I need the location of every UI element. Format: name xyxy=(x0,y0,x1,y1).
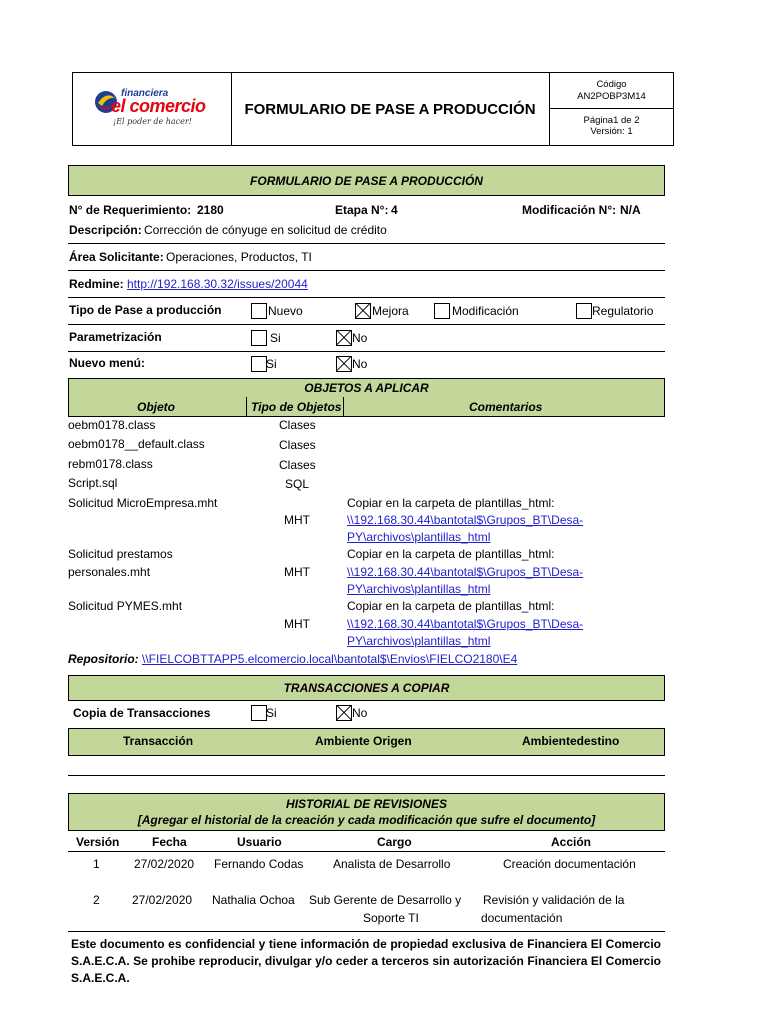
stage-label: Etapa N°: xyxy=(335,203,389,217)
code-label: Código xyxy=(596,79,627,90)
history-col-usuario: Usuario xyxy=(237,835,282,849)
form-banner: FORMULARIO DE PASE A PRODUCCIÓN xyxy=(68,165,665,196)
object-name: rebm0178.class xyxy=(68,457,153,471)
history-user: Nathalia Ochoa xyxy=(212,893,295,907)
document-page-info xyxy=(549,109,674,145)
option-modificacion-label: Modificación xyxy=(452,304,519,318)
object-type: MHT xyxy=(284,513,310,527)
checkbox-menu-si[interactable] xyxy=(251,356,267,372)
logo-small-text: financiera xyxy=(121,88,169,99)
checkbox-tx-no[interactable] xyxy=(336,705,352,721)
logo-slogan: ¡El poder de hacer! xyxy=(113,117,192,126)
object-path-link[interactable]: PY\archivos\plantillas_html xyxy=(347,582,491,596)
document-title: FORMULARIO DE PASE A PRODUCCIÓN xyxy=(231,73,550,145)
object-path-link[interactable]: \\192.168.30.44\bantotal$\Grupos_BT\Desa- xyxy=(347,617,584,631)
history-col-accion: Acción xyxy=(551,835,592,849)
object-path-link[interactable]: \\192.168.30.44\bantotal$\Grupos_BT\Desa- xyxy=(347,513,584,527)
object-type: SQL xyxy=(285,477,310,491)
column-divider xyxy=(246,397,247,417)
history-role: Sub Gerente de Desarrollo y xyxy=(309,893,462,907)
object-name: Solicitud MicroEmpresa.mht xyxy=(68,496,218,510)
object-name: Script.sql xyxy=(68,476,118,490)
object-name: oebm0178.class xyxy=(68,418,156,432)
history-col-fecha: Fecha xyxy=(152,835,187,849)
divider xyxy=(68,775,665,776)
logo-brand-text: el comercio xyxy=(111,96,206,116)
history-col-version: Versión xyxy=(76,835,120,849)
confidentiality-disclaimer: Este documento es confidencial y tiene información de propiedad exclusiva de Financiera El Comercio S.A.E.C.A. Se prohibe reproducir, divulgar y/o ceder a terceros sin autorización Financiera El Comercio S.A.E.C.A. xyxy=(71,937,661,985)
history-user: Fernando Codas xyxy=(214,857,304,871)
menu-no-label: No xyxy=(352,357,368,371)
code-value: AN2POBP3M14 xyxy=(577,91,646,102)
history-action: Creación documentación xyxy=(503,857,636,871)
divider xyxy=(68,351,665,352)
object-name: Solicitud PYMES.mht xyxy=(68,599,183,613)
col-ambiente-origen: Ambiente Origen xyxy=(315,734,412,748)
description-value: Corrección de cónyuge en solicitud de crédito xyxy=(144,223,387,237)
history-col-cargo: Cargo xyxy=(377,835,412,849)
checkbox-menu-no[interactable] xyxy=(336,356,352,372)
objects-banner: OBJETOS A APLICAR xyxy=(68,378,665,398)
col-objeto: Objeto xyxy=(137,400,175,414)
history-banner xyxy=(68,793,665,831)
area-value: Operaciones, Productos, TI xyxy=(166,250,312,264)
object-path-link[interactable]: \\192.168.30.44\bantotal$\Grupos_BT\Desa- xyxy=(347,565,584,579)
redmine-link[interactable]: http://192.168.30.32/issues/20044 xyxy=(127,277,308,291)
object-path-link[interactable]: PY\archivos\plantillas_html xyxy=(347,530,491,544)
history-date: 27/02/2020 xyxy=(134,857,195,871)
divider xyxy=(68,297,665,298)
history-version: 1 xyxy=(93,857,100,871)
redmine-label: Redmine: xyxy=(69,277,124,291)
document-header xyxy=(72,72,674,146)
col-ambiente-destino: Ambientedestino xyxy=(522,734,620,748)
checkbox-modificacion[interactable] xyxy=(434,303,450,319)
company-logo xyxy=(73,73,232,145)
divider xyxy=(68,931,665,932)
history-action-cont: documentación xyxy=(481,911,563,925)
history-title: HISTORIAL DE REVISIONES xyxy=(286,797,447,811)
history-role: Analista de Desarrollo xyxy=(333,857,451,871)
divider xyxy=(68,324,665,325)
stage-value: 4 xyxy=(391,203,398,217)
object-name-cont: personales.mht xyxy=(68,565,151,579)
option-regulatorio-label: Regulatorio xyxy=(592,304,654,318)
object-type: MHT xyxy=(284,565,310,579)
description-label: Descripción: xyxy=(69,223,142,237)
version-number: Versión: 1 xyxy=(590,126,633,137)
col-tipo-objetos: Tipo de Objetos xyxy=(251,400,342,414)
history-action: Revisión y validación de la xyxy=(483,893,625,907)
divider xyxy=(68,851,665,852)
option-nuevo-label: Nuevo xyxy=(268,304,303,318)
param-no-label: No xyxy=(352,331,368,345)
object-name: Solicitud prestamos xyxy=(68,547,173,561)
requirement-label: N° de Requerimiento: xyxy=(69,203,192,217)
repository-label: Repositorio: xyxy=(68,652,139,666)
area-label: Área Solicitante: xyxy=(69,250,164,264)
col-comentarios: Comentarios xyxy=(469,400,543,414)
checkbox-tx-si[interactable] xyxy=(251,705,267,721)
object-name: oebm0178__default.class xyxy=(68,437,205,451)
parametrization-label: Parametrización xyxy=(69,330,162,344)
checkbox-param-no[interactable] xyxy=(336,330,352,346)
history-version: 2 xyxy=(93,893,100,907)
pass-type-label: Tipo de Pase a producción xyxy=(69,303,222,317)
checkbox-regulatorio[interactable] xyxy=(576,303,592,319)
history-date: 27/02/2020 xyxy=(132,893,193,907)
column-divider xyxy=(343,397,344,417)
object-comment: Copiar en la carpeta de plantillas_html: xyxy=(347,547,555,561)
divider xyxy=(68,270,665,271)
modification-value: N/A xyxy=(620,203,641,217)
history-role-cont: Soporte TI xyxy=(363,911,419,925)
page-number: Página1 de 2 xyxy=(583,115,640,126)
tx-no-label: No xyxy=(352,706,368,720)
object-path-link[interactable]: PY\archivos\plantillas_html xyxy=(347,634,491,648)
document-code xyxy=(549,73,674,109)
param-si-label: Si xyxy=(270,331,281,345)
checkbox-param-si[interactable] xyxy=(251,330,267,346)
history-subtitle: [Agregar el historial de la creación y cada modificación que sufre el documento] xyxy=(137,813,596,827)
option-mejora-label: Mejora xyxy=(372,304,409,318)
col-transaccion: Transacción xyxy=(123,734,194,748)
copy-transactions-label: Copia de Transacciones xyxy=(73,706,211,720)
new-menu-label: Nuevo menú: xyxy=(69,356,146,370)
object-type: Clases xyxy=(279,438,316,452)
repository-link[interactable]: \\FIELCOBTTAPP5.elcomercio.local\bantotal$\Envios\FIELCO2180\E4 xyxy=(142,652,518,666)
checkbox-nuevo[interactable] xyxy=(251,303,267,319)
checkbox-mejora[interactable] xyxy=(355,303,371,319)
transactions-banner: TRANSACCIONES A COPIAR xyxy=(68,675,665,701)
object-type: Clases xyxy=(279,458,316,472)
modification-label: Modificación N°: xyxy=(522,203,617,217)
tx-si-label: Si xyxy=(266,706,277,720)
requirement-value: 2180 xyxy=(197,203,224,217)
object-comment: Copiar en la carpeta de plantillas_html: xyxy=(347,496,555,510)
object-type: MHT xyxy=(284,617,310,631)
object-type: Clases xyxy=(279,418,316,432)
menu-si-label: Si xyxy=(266,357,277,371)
divider xyxy=(68,243,665,244)
object-comment: Copiar en la carpeta de plantillas_html: xyxy=(347,599,555,613)
